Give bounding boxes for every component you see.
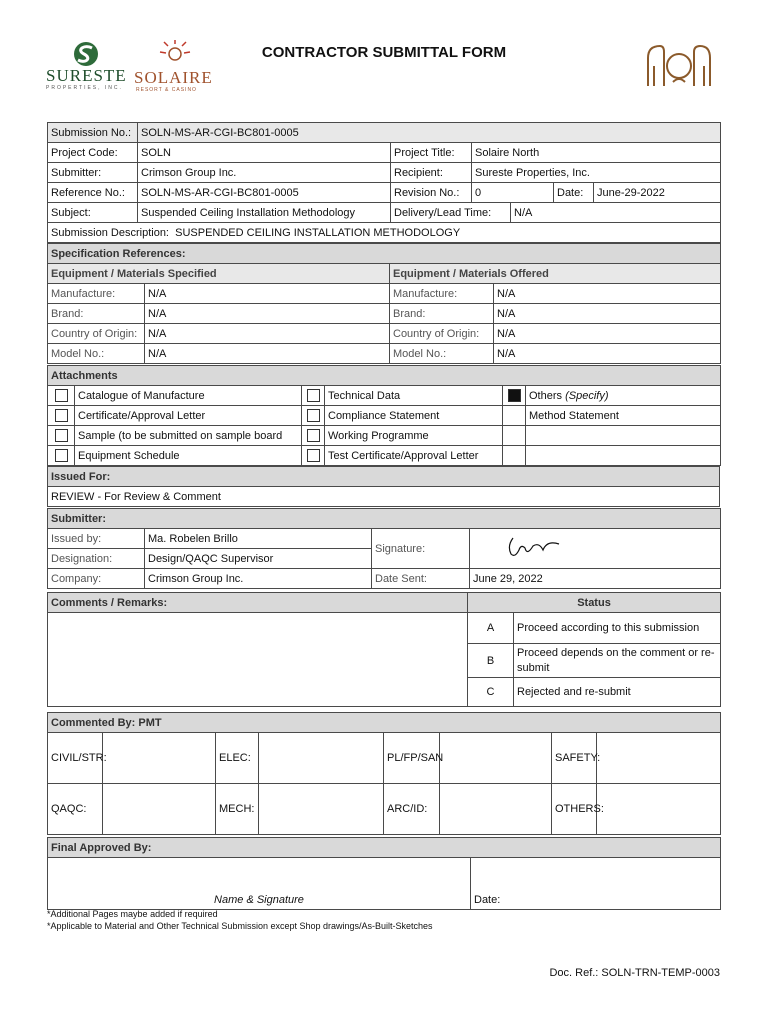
submission-info-table — [47, 122, 721, 243]
date-sent-label: Date Sent: — [372, 569, 470, 589]
empty-cell — [526, 446, 721, 466]
discipline-box[interactable] — [440, 784, 552, 835]
recipient-label: Recipient: — [391, 163, 472, 183]
reference-no-value: SOLN-MS-AR-CGI-BC801-0005 — [138, 183, 391, 203]
doc-reference: Doc. Ref.: SOLN-TRN-TEMP-0003 — [549, 967, 720, 979]
attachments-heading: Attachments — [48, 366, 721, 386]
others-value: Method Statement — [526, 406, 721, 426]
checkbox-icon[interactable] — [307, 449, 320, 462]
spec-offered: N/A — [494, 324, 721, 344]
spec-offered: N/A — [494, 344, 721, 364]
checkbox-icon[interactable] — [55, 449, 68, 462]
note-additional-pages: *Additional Pages maybe added if required — [47, 909, 218, 919]
designation-label: Designation: — [48, 549, 145, 569]
checkbox-icon[interactable] — [55, 389, 68, 402]
checkbox-icon[interactable] — [307, 389, 320, 402]
spec-specified: N/A — [145, 344, 390, 364]
specification-table — [47, 243, 721, 364]
attachment-label: Sample (to be submitted on sample board — [75, 426, 302, 446]
attachment-label: Technical Data — [325, 386, 503, 406]
name-signature-label: Name & Signature — [214, 894, 304, 906]
name-signature-box[interactable] — [48, 858, 471, 910]
technical-data-checkbox[interactable] — [302, 386, 325, 406]
spec-specified: N/A — [145, 304, 390, 324]
specified-heading: Equipment / Materials Specified — [48, 264, 390, 284]
issued-for-table — [47, 466, 720, 507]
emblem-icon — [642, 42, 716, 90]
project-code-value: SOLN — [138, 143, 391, 163]
discipline-box[interactable] — [597, 784, 721, 835]
checkbox-icon[interactable] — [55, 429, 68, 442]
issued-for-heading: Issued For: — [48, 467, 720, 487]
others-label-cell — [526, 386, 721, 406]
spec-label: Manufacture: — [390, 284, 494, 304]
signature-label: Signature: — [372, 529, 470, 569]
compliance-checkbox[interactable] — [302, 406, 325, 426]
discipline-label: MECH: — [216, 784, 259, 835]
revision-no-label: Revision No.: — [391, 183, 472, 203]
catalogue-checkbox[interactable] — [48, 386, 75, 406]
spec-offered: N/A — [494, 284, 721, 304]
discipline-box[interactable] — [103, 784, 216, 835]
subject-label: Subject: — [48, 203, 138, 223]
submitter-heading: Submitter: — [48, 509, 721, 529]
others-checkbox[interactable] — [503, 386, 526, 406]
issued-by-value: Ma. Robelen Brillo — [145, 529, 372, 549]
checkbox-icon[interactable] — [307, 409, 320, 422]
company-label: Company: — [48, 569, 145, 589]
status-heading: Status — [468, 593, 721, 613]
status-code: B — [468, 644, 514, 678]
submitter-label: Submitter: — [48, 163, 138, 183]
submitter-table — [47, 508, 721, 589]
signature-box — [470, 529, 721, 569]
spec-label: Brand: — [48, 304, 145, 324]
status-code: C — [468, 678, 514, 707]
spec-label: Model No.: — [48, 344, 145, 364]
comments-table — [47, 592, 721, 707]
discipline-box[interactable] — [440, 733, 552, 784]
issued-for-value: REVIEW - For Review & Comment — [48, 487, 720, 507]
comments-area[interactable] — [48, 613, 468, 707]
project-title-label: Project Title: — [391, 143, 472, 163]
company-value: Crimson Group Inc. — [145, 569, 372, 589]
others-specify: (Specify) — [565, 389, 609, 402]
sureste-wordmark: SURESTE — [46, 66, 127, 85]
designation-value: Design/QAQC Supervisor — [145, 549, 372, 569]
date-label: Date: — [554, 183, 594, 203]
final-approval-table — [47, 837, 721, 910]
spec-label: Country of Origin: — [390, 324, 494, 344]
spec-specified: N/A — [145, 284, 390, 304]
date-value: June-29-2022 — [594, 183, 721, 203]
commented-by-table — [47, 712, 721, 835]
final-date-label: Date: — [474, 894, 501, 906]
offered-heading: Equipment / Materials Offered — [390, 264, 721, 284]
spec-offered: N/A — [494, 304, 721, 324]
discipline-box[interactable] — [597, 733, 721, 784]
spec-heading: Specification References: — [48, 244, 721, 264]
discipline-label: ELEC: — [216, 733, 259, 784]
attachment-label: Test Certificate/Approval Letter — [325, 446, 503, 466]
revision-no-value: 0 — [472, 183, 554, 203]
subject-value: Suspended Ceiling Installation Methodology — [138, 203, 391, 223]
status-text: Proceed according to this submission — [514, 613, 721, 644]
discipline-box[interactable] — [103, 733, 216, 784]
discipline-label: OTHERS: — [552, 784, 597, 835]
spec-label: Model No.: — [390, 344, 494, 364]
status-code: A — [468, 613, 514, 644]
status-text: Proceed depends on the comment or re-submit — [514, 644, 721, 678]
description-label: Submission Description: — [51, 226, 169, 239]
solaire-subtitle: RESORT & CASINO — [136, 87, 197, 93]
sample-checkbox[interactable] — [48, 426, 75, 446]
discipline-label: CIVIL/STR: — [48, 733, 103, 784]
spec-specified: N/A — [145, 324, 390, 344]
working-programme-checkbox[interactable] — [302, 426, 325, 446]
submission-no-value: SOLN-MS-AR-CGI-BC801-0005 — [138, 123, 721, 143]
submitter-value: Crimson Group Inc. — [138, 163, 391, 183]
form-title: CONTRACTOR SUBMITTAL FORM — [261, 44, 507, 61]
equipment-schedule-checkbox[interactable] — [48, 446, 75, 466]
attachments-table — [47, 365, 721, 466]
attachment-label: Compliance Statement — [325, 406, 503, 426]
empty-cell — [526, 426, 721, 446]
project-title-value: Solaire North — [472, 143, 721, 163]
sureste-subtitle: PROPERTIES, INC. — [46, 85, 123, 91]
attachment-label: Catalogue of Manufacture — [75, 386, 302, 406]
certificate-checkbox[interactable] — [48, 406, 75, 426]
checkbox-icon[interactable] — [55, 409, 68, 422]
others-label: Others — [529, 389, 563, 402]
discipline-box[interactable] — [259, 733, 384, 784]
discipline-label: ARC/ID: — [384, 784, 440, 835]
status-text: Rejected and re-submit — [514, 678, 721, 707]
submission-no-label: Submission No.: — [48, 123, 138, 143]
attachment-label: Equipment Schedule — [75, 446, 302, 466]
checkbox-icon[interactable] — [307, 429, 320, 442]
project-code-label: Project Code: — [48, 143, 138, 163]
discipline-label: QAQC: — [48, 784, 103, 835]
lead-time-label: Delivery/Lead Time: — [391, 203, 511, 223]
spec-label: Brand: — [390, 304, 494, 324]
submission-description — [48, 223, 721, 243]
empty-cell — [503, 406, 526, 426]
test-certificate-checkbox[interactable] — [302, 446, 325, 466]
solaire-wordmark: SOLAIRE — [134, 68, 213, 87]
attachment-label: Certificate/Approval Letter — [75, 406, 302, 426]
note-applicable: *Applicable to Material and Other Technical Submission except Shop drawings/As-Built-Sketches — [47, 921, 433, 931]
issued-by-label: Issued by: — [48, 529, 145, 549]
empty-cell — [503, 446, 526, 466]
recipient-value: Sureste Properties, Inc. — [472, 163, 721, 183]
discipline-label: SAFETY: — [552, 733, 597, 784]
signature-mark — [505, 532, 565, 562]
attachment-label: Working Programme — [325, 426, 503, 446]
spec-label: Manufacture: — [48, 284, 145, 304]
empty-cell — [503, 426, 526, 446]
discipline-box[interactable] — [259, 784, 384, 835]
lead-time-value: N/A — [511, 203, 721, 223]
final-date-box[interactable] — [471, 858, 721, 910]
checked-checkbox-icon[interactable] — [508, 389, 521, 402]
final-approved-heading: Final Approved By: — [48, 838, 721, 858]
discipline-label: PL/FP/SAN — [384, 733, 440, 784]
reference-no-label: Reference No.: — [48, 183, 138, 203]
date-sent-value: June 29, 2022 — [470, 569, 721, 589]
description-value: SUSPENDED CEILING INSTALLATION METHODOLOGY — [175, 226, 461, 239]
spec-label: Country of Origin: — [48, 324, 145, 344]
comments-heading: Comments / Remarks: — [48, 593, 468, 613]
commented-by-heading: Commented By: PMT — [48, 713, 721, 733]
